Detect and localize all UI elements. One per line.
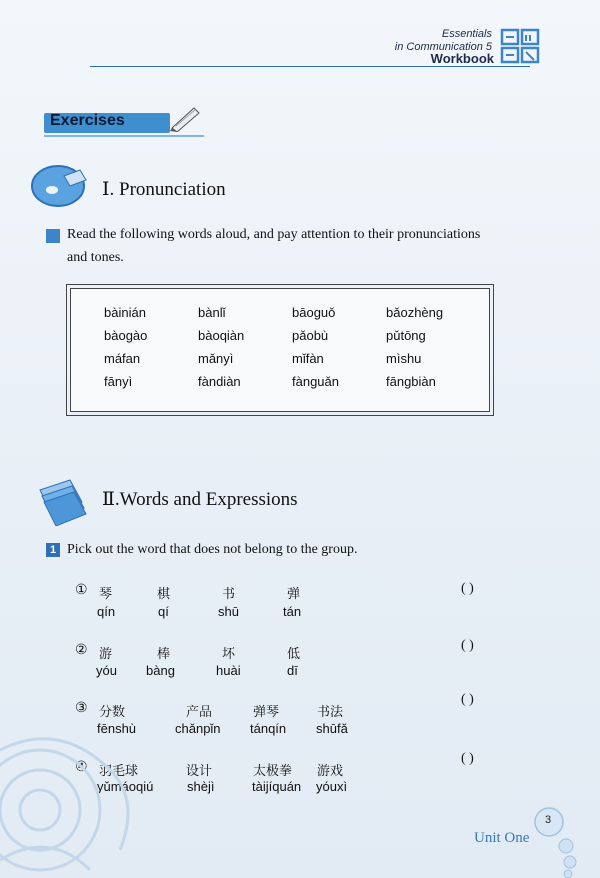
question-hanzi: 羽毛球 — [99, 764, 139, 779]
question-hanzi: 书 — [222, 587, 236, 602]
question-pinyin: qín — [97, 604, 116, 619]
word: pǔtōng — [386, 328, 426, 343]
question-hanzi: 游戏 — [317, 764, 344, 779]
pencil-icon — [168, 104, 202, 132]
question-hanzi: 太极拳 — [253, 764, 293, 779]
question-pinyin: yóuxì — [316, 779, 348, 794]
question-pinyin: dī — [287, 663, 298, 678]
cards-icon — [34, 476, 94, 526]
question-number: ③ — [75, 701, 88, 716]
question-hanzi: 游 — [99, 647, 113, 662]
question-hanzi: 棒 — [157, 647, 171, 662]
book-logo-icon — [500, 26, 540, 66]
word: bànlǐ — [198, 305, 226, 320]
question-number: ④ — [75, 760, 88, 775]
word: pǎobù — [292, 328, 329, 343]
answer-blank[interactable]: ( ) — [461, 638, 474, 653]
question-pinyin: chǎnpǐn — [175, 721, 221, 736]
pronunciation-word-box — [70, 288, 490, 412]
cd-icon — [30, 158, 90, 208]
question-pinyin: yǔmáoqiú — [97, 779, 154, 794]
word: fānyì — [104, 374, 133, 389]
answer-blank[interactable]: ( ) — [461, 581, 474, 596]
instruction-bullet — [46, 229, 60, 243]
question-hanzi: 棋 — [157, 587, 171, 602]
word: mǐfàn — [292, 351, 324, 366]
question-pinyin: shèjì — [187, 779, 215, 794]
word: fāngbiàn — [386, 374, 436, 389]
decorative-bubbles — [556, 836, 586, 878]
instruction-number-badge: 1 — [46, 543, 60, 557]
book-title-line1: Essentials — [441, 28, 492, 40]
word: bàogào — [104, 328, 148, 343]
page-number: 3 — [545, 814, 552, 826]
word: mìshu — [386, 351, 422, 366]
question-pinyin: huài — [216, 663, 241, 678]
question-pinyin: fēnshù — [97, 721, 137, 736]
question-hanzi: 坏 — [222, 647, 236, 662]
word: bāoguǒ — [292, 305, 336, 320]
question-pinyin: tánqín — [250, 721, 287, 736]
answer-blank[interactable]: ( ) — [461, 692, 474, 707]
word: máfan — [104, 351, 141, 366]
decorative-pattern — [0, 690, 160, 878]
question-hanzi: 产品 — [186, 705, 213, 720]
section-words-title: Ⅱ.Words and Expressions — [102, 489, 298, 510]
question-number: ① — [75, 583, 88, 598]
question-hanzi: 弹 — [287, 587, 301, 602]
question-hanzi: 低 — [287, 647, 301, 662]
book-title-line2: in Communication 5 — [394, 41, 492, 53]
question-hanzi: 书法 — [317, 705, 344, 720]
section-pronunciation-title: Ⅰ. Pronunciation — [102, 179, 226, 200]
pronunciation-instruction — [67, 223, 547, 269]
word: fànguǎn — [292, 374, 339, 389]
question-pinyin: shū — [218, 604, 239, 619]
question-hanzi: 弹琴 — [253, 705, 280, 720]
question-pinyin: qí — [158, 604, 169, 619]
exercises-underline — [44, 135, 204, 137]
question-number: ② — [75, 643, 88, 658]
question-pinyin: tán — [283, 604, 302, 619]
question-pinyin: bàng — [146, 663, 175, 678]
word: bàinián — [104, 305, 146, 320]
words-instruction: Pick out the word that does not belong to the group. — [67, 542, 358, 557]
instruction-line1: Read the following words aloud, and pay attention to their pronunciations — [67, 227, 481, 242]
unit-label: Unit One — [474, 830, 530, 846]
question-pinyin: shūfǎ — [316, 721, 348, 736]
header-rule — [90, 66, 530, 67]
question-hanzi: 设计 — [186, 764, 213, 779]
question-pinyin: yóu — [96, 663, 117, 678]
instruction-line2: and tones. — [67, 250, 124, 265]
question-hanzi: 分数 — [99, 705, 126, 720]
word: bàoqiàn — [198, 328, 245, 343]
question-pinyin: tàijíquán — [252, 779, 302, 794]
answer-blank[interactable]: ( ) — [461, 751, 474, 766]
word: bǎozhèng — [386, 305, 444, 320]
question-hanzi: 琴 — [99, 587, 113, 602]
workbook-label: Workbook — [430, 51, 494, 66]
word: fàndiàn — [198, 374, 241, 389]
word: mǎnyì — [198, 351, 234, 366]
exercises-title: Exercises — [50, 112, 125, 129]
